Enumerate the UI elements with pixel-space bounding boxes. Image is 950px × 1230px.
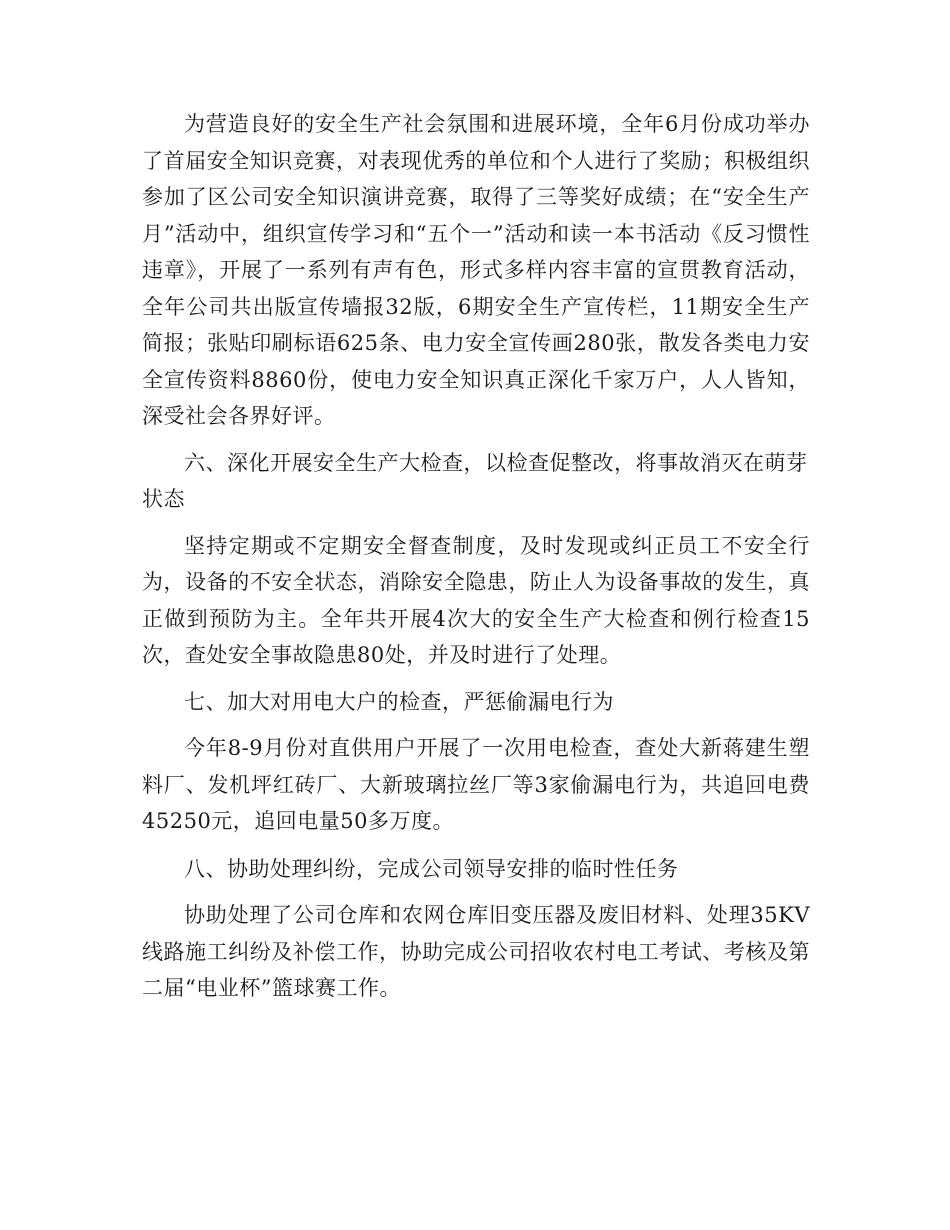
section-heading-seven: 七、加大对用电大户的检查，严惩偷漏电行为: [184, 689, 614, 714]
document-body: [142, 106, 810, 1007]
paragraph-publicity: 为营造良好的安全生产社会氛围和进展环境，全年6月份成功举办了首届安全知识竞赛，对表现优秀的单位和个人进行了奖励；积极组织参加了区公司安全知识演讲竞赛，取得了三等奖好成绩；在“安全生产月”活动中，组织宣传学习和“五个一”活动和读一本书活动《反习惯性违章》，开展了一系列有声有色，形式多样内容丰富的宣贯教育活动，全年公司共出版宣传墙报32版，6期安全生产宣传栏，11期安全生产简报；张贴印刷标语625条、电力安全宣传画280张，散发各类电力安全宣传资料8860份，使电力安全知识真正深化千家万户，人人皆知，深受社会各界好评。: [142, 112, 810, 428]
paragraph-assistance: 协助处理了公司仓库和农网仓库旧变压器及废旧材料、处理35KV线路施工纠纷及补偿工作，协助完成公司招收农村电工考试、考核及第二届“电业杯”篮球赛工作。: [142, 903, 810, 1000]
paragraph-electricity-check: 今年8-9月份对直供用户开展了一次用电检查，查处大新蒋建生塑料厂、发机坪红砖厂、大新玻璃拉丝厂等3家偷漏电行为，共追回电费45250元，追回电量50多万度。: [142, 736, 810, 833]
section-heading-six: 六、深化开展安全生产大检查，以检查促整改，将事故消灭在萌芽状态: [142, 450, 808, 511]
section-heading-eight: 八、协助处理纠纷，完成公司领导安排的临时性任务: [184, 856, 679, 881]
paragraph-inspection: 坚持定期或不定期安全督查制度，及时发现或纠正员工不安全行为，设备的不安全状态，消除安全隐患，防止人为设备事故的发生，真正做到预防为主。全年共开展4次大的安全生产大检查和例行检查15次，查处安全事故隐患80处，并及时进行了处理。: [142, 533, 810, 667]
